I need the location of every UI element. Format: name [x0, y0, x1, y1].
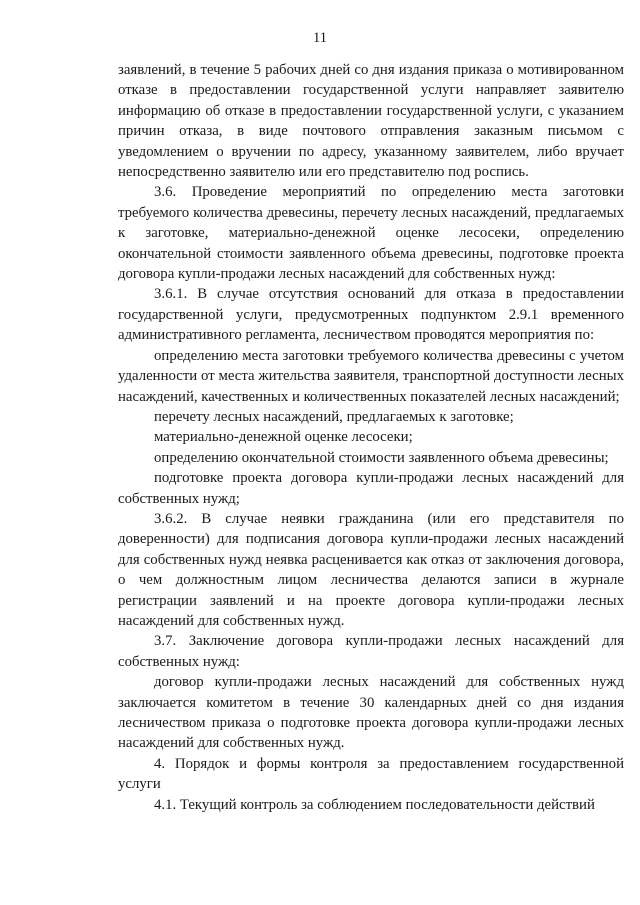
document-body [118, 60, 624, 815]
paragraph: 3.6.1. В случае отсутствия оснований для отказа в предоставлении государственной услуги, предусмотренных подпунктом 2.9.1 временного административного регламента, лесничеством проводятся мероприятия по: [118, 286, 624, 344]
paragraph: договор купли-продажи лесных насаждений для собственных нужд заключается комитетом в течение 30 календарных дней со дня издания лесничеством приказа о подготовке проекта договора купли-продажи лесных насаждений для собственных нужд. [118, 674, 624, 752]
paragraph: заявлений, в течение 5 рабочих дней со дня издания приказа о мотивированном отказе в предоставлении государственной услуги направляет заявителю информацию об отказе в предоставлении государственной услуги, с указанием причин отказа, в виде почтового отправления заказным письмом с уведомлением о вручении по адресу, указанному заявителем, либо вручает непосредственно заявителю или его представителю под роспись. [118, 62, 624, 181]
paragraph: материально-денежной оценке лесосеки; [154, 429, 413, 446]
paragraph: 3.6.2. В случае неявки гражданина (или его представителя по доверенности) для подписания договора купли-продажи лесных насаждений для собственных нужд неявка расценивается как отказ от заключения договора, о чем должностным лицом лесничества делаются записи в журнале регистрации заявлений и на проекте договора купли-продажи лесных насаждений для собственных нужд. [118, 510, 624, 629]
paragraph: 3.7. Заключение договора купли-продажи лесных насаждений для собственных нужд: [118, 633, 624, 670]
paragraph: 3.6. Проведение мероприятий по определению места заготовки требуемого количества древесины, перечету лесных насаждений, предлагаемых к заготовке, материально-денежной оценке лесосеки, определению окончательной стоимости заявленного объема древесины, подготовке проекта договора купли-продажи лесных насаждений для собственных нужд: [118, 184, 624, 283]
section-heading: 4. Порядок и формы контроля за предоставлением государственной услуги [118, 755, 624, 793]
paragraph: определению окончательной стоимости заявленного объема древесины; [154, 449, 609, 466]
page-number: 11 [313, 30, 327, 46]
paragraph: подготовке проекта договора купли-продажи лесных насаждений для собственных нужд; [118, 470, 624, 507]
paragraph: перечету лесных насаждений, предлагаемых к заготовке; [154, 408, 514, 425]
paragraph: 4.1. Текущий контроль за соблюдением последовательности действий [154, 796, 595, 813]
paragraph: определению места заготовки требуемого количества древесины с учетом удаленности от места жительства заявителя, транспортной доступности лесных насаждений, качественных и количественных показателей лесных насаждений; [118, 347, 624, 405]
